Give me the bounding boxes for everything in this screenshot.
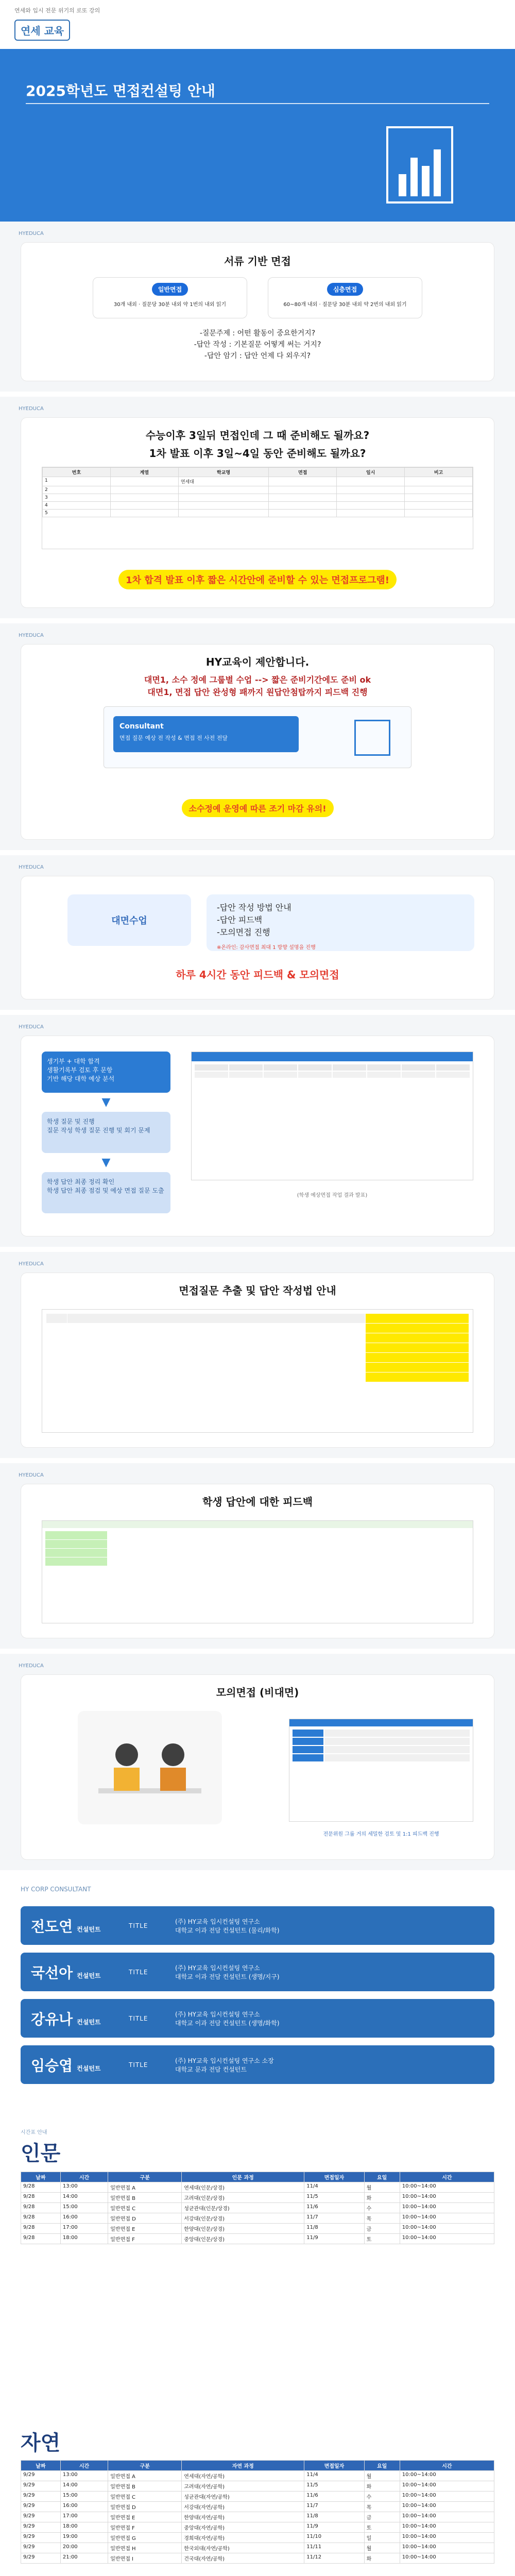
table-row: 9/28 15:00 일반면접 C 성균관대(인문/상경) 11/6 수 10:00~14:00 [21,2203,494,2213]
section-label: HYEDUCA [19,231,44,236]
consultant-role: 컨설턴트 [77,1972,101,1979]
section-label: HYEDUCA [19,1663,44,1669]
table-row: 2 [43,486,473,494]
table-header: 비고 [405,468,473,477]
table-row: 9/28 13:00 일반면접 A 연세대(인문/상경) 11/4 월 10:00~14:00 [21,2182,494,2193]
table-header: 자연 과정 [182,2461,304,2471]
section-schedule-nature [0,2416,515,2576]
consultant-title: TITLE [129,1968,148,1976]
result-table-thumbnail [191,1052,473,1180]
schedule-table [42,467,473,549]
process-step: 생기부 + 대학 합격 생활기록부 검토 후 문항 기반 해당 대학 예상 분석 [42,1052,170,1093]
table-header: 계열 [110,468,178,477]
box-text: 60~80개 내외 · 질문당 30분 내외 약 2번의 내외 읽기 [283,302,407,308]
class-note: ※온라인: 감사면접 최대 1 방향 설명을 진행 [217,945,316,951]
table-row: 9/29 13:00 일반면접 A 연세대(자연/공학) 11/4 월 10:00~14:00 [21,2471,494,2481]
hero-banner [0,49,515,222]
caption: 전문위원 그룹 거의 세밀한 검토 및 1:1 피드백 진행 [323,1832,439,1837]
hero-bar [434,149,441,196]
table-row: 9/29 15:00 일반면접 C 성균관대(자연/공학) 11/6 수 10:00~14:00 [21,2492,494,2502]
table-header: 번호 [43,468,111,477]
table-row: 9/28 14:00 일반면접 B 고려대(인문/상경) 11/5 화 10:00~14:00 [21,2193,494,2203]
section-document-interview [0,222,515,392]
box-title: 일반면접 [152,283,188,296]
table-header: 날짜 [21,2461,61,2471]
hero-title: 2025학년도 면접컨설팅 안내 [26,82,215,99]
class-label: 대면수업 [67,894,191,946]
table [21,2460,494,2564]
proposal-line: 대면1, 면접 답안 완성형 패까지 원답안첨탑까지 피드백 진행 [147,687,368,697]
section-timing [0,397,515,618]
section-schedule-humanities [0,2123,515,2411]
section-label: HYEDUCA [19,865,44,870]
top-tag: 연세와 입시 전문 위기의 로또 강의 [14,7,100,14]
topbar [0,0,515,49]
section-question-guide [0,1252,515,1458]
table [42,467,473,517]
section-heading: 서류 기반 면접 [224,255,291,267]
banner: 1차 합격 발표 이후 짧은 시간안에 준비할 수 있는 면접프로그램! [118,570,397,589]
consultant-desc: (주) HY교육 입시컨설팅 연구소 소장 대학교 문과 전담 컨설턴트 [175,2057,274,2073]
table-header: 구분 [108,2461,182,2471]
consultant-name: 임승엽 [31,2057,73,2074]
table-row: 9/29 14:00 일반면접 B 고려대(자연/공학) 11/5 화 10:00~14:00 [21,2481,494,2492]
table-row: 9/28 16:00 일반면접 D 서강대(인문/상경) 11/7 목 10:00~14:00 [21,2213,494,2224]
table-row: 9/29 17:00 일반면접 E 한양대(자연/공학) 11/8 금 10:00~14:00 [21,2512,494,2522]
consultant-title: TITLE [129,2014,148,2022]
schedule-title: 자연 [21,2431,61,2455]
hero-bar [410,158,418,196]
consultant-card [21,2045,494,2084]
section-proposal [0,623,515,850]
consultant-desc: (주) HY교육 입시컨설팅 연구소 대학교 이과 전담 컨설턴트 (생명/화학) [175,2010,280,2027]
table-row: 3 [43,494,473,502]
section-heading: 면접질문 추출 및 답안 작성법 안내 [179,1284,336,1297]
table-header: 요일 [364,2172,400,2182]
table-row: 9/28 18:00 일반면접 F 중앙대(인문/상경) 11/9 토 10:00~14:00 [21,2234,494,2244]
section-label: HYEDUCA [19,406,44,412]
consultant-box [104,706,411,768]
table-row: 9/29 18:00 일반면접 F 중앙대(자연/공학) 11/9 토 10:00~14:00 [21,2522,494,2533]
hero-bar [399,174,406,196]
table-row: 5 [43,510,473,517]
mock-interview-thumbnail [289,1719,473,1822]
consultant-name: 국선아 [31,1964,73,1981]
section-label: HYEDUCA [19,633,44,638]
class-summary: 하루 4시간 동안 피드백 & 모의면접 [176,969,339,981]
section-heading: 학생 답안에 대한 피드백 [202,1496,313,1508]
table-row: 9/28 17:00 일반면접 E 한양대(인문/상경) 11/8 금 10:00~14:00 [21,2224,494,2234]
table-row: 9/29 19:00 일반면접 G 경희대(자연/공학) 11/10 일 10:00~14:00 [21,2533,494,2543]
section-label: HYEDUCA [19,1261,44,1267]
section-heading: HY교육이 제안합니다. [205,656,310,668]
consultant-label: Consultant [119,722,164,731]
class-bullet: -답안 작성 방법 안내 [217,903,291,912]
table-header: 일시 [337,468,405,477]
table-row: 1 연세대 [43,477,473,486]
table-row: 9/29 20:00 일반면접 H 한국외대(자연/공학) 11/11 월 10:00~14:00 [21,2543,494,2553]
caption: (학생 예상면접 작업 결과 발표) [297,1193,368,1198]
chart-icon [354,720,390,756]
schedule-table [21,2460,494,2564]
early-deadline-notice: 소수정예 운영예 따른 조기 마감 유의! [182,799,334,817]
hero-divider [26,103,489,104]
table-header: 시간 [60,2172,108,2182]
consultant-role: 컨설턴트 [77,2018,101,2026]
section-label: HYEDUCA [19,1472,44,1478]
table-header: 시간 [400,2461,494,2471]
table-header: 학교명 [178,468,268,477]
question-item: -답안 작성 : 기본질문 어떻게 써는 거지? [194,341,321,349]
section-heading-2: 1차 발표 이후 3일~4일 동안 준비해도 될까요? [149,447,366,460]
table-row: 9/29 21:00 일반면접 I 건국대(자연/공학) 11/12 화 10:00~14:00 [21,2553,494,2564]
consultant-role: 컨설턴트 [77,2064,101,2072]
consultant-desc: 면접 질문 예상 전 작성 & 면접 전 사전 전달 [119,735,228,741]
table-header: 면접 [269,468,337,477]
schedule-table [21,2172,494,2244]
consultant-card [21,1953,494,1991]
question-item: -답안 암기 : 답안 언제 다 외우지? [204,352,311,360]
table-row: 9/29 16:00 일반면접 D 서강대(자연/공학) 11/7 목 10:00~14:00 [21,2502,494,2512]
table-header: 날짜 [21,2172,61,2182]
process-step: 학생 답안 최종 정리 확인 학생 답안 최종 점검 및 예상 면접 질문 도출 [42,1172,170,1213]
consultant-desc: (주) HY교육 입시컨설팅 연구소 대학교 이과 전담 컨설턴트 (생명/지구) [175,1964,280,1980]
table-header: 시간 [400,2172,494,2182]
illustration [78,1711,222,1824]
section-label: 시간표 안내 [21,2130,47,2136]
class-bullet: -답안 피드백 [217,915,263,925]
table-header: 인문 과정 [182,2172,304,2182]
table-row: 4 [43,502,473,510]
consultant-role: 컨설턴트 [77,1925,101,1933]
question-item: -질문주제 : 어떤 활동이 중요한거지? [199,329,316,337]
consultant-name: 전도연 [31,1918,73,1935]
section-class [0,855,515,1010]
consultant-name: 강유나 [31,2010,73,2028]
consultant-title: TITLE [129,2061,148,2069]
consultant-desc: (주) HY교육 입시컨설팅 연구소 대학교 이과 전담 컨설턴트 (물리/화학) [175,1918,280,1934]
arrow-down-icon: ▼ [101,1096,111,1109]
consultant-card [21,1999,494,2038]
arrow-down-icon: ▼ [101,1156,111,1169]
table [21,2172,494,2244]
meeting-illustration [78,1711,222,1824]
section-feedback [0,1463,515,1649]
section-label: HYEDUCA [19,1024,44,1030]
consultant-title: TITLE [129,1922,148,1929]
schedule-title: 인문 [21,2142,61,2165]
table-header: 시간 [60,2461,108,2471]
table-header: 면접일자 [304,2172,364,2182]
table-header: 면접일자 [304,2461,364,2471]
section-heading: 모의면접 (비대면) [216,1686,299,1699]
box-title: 심층면접 [327,283,363,296]
section-consultants [0,1875,515,2117]
feedback-table-thumbnail [42,1520,473,1623]
brand-logo: 연세 교육 [14,20,70,41]
consultant-card [21,1906,494,1945]
proposal-line: 대면1, 소수 정예 그룹별 수업 --> 짧은 준비기간에도 준비 ok [144,675,371,685]
table-header: 구분 [108,2172,182,2182]
question-table-thumbnail [42,1309,473,1433]
hero-bar [422,166,430,196]
consultants-heading: HY CORP CONSULTANT [21,1886,91,1893]
process-step: 학생 질문 및 진행 질문 작성 학생 질문 진행 및 회기 문제 [42,1112,170,1153]
section-process [0,1015,515,1247]
table-header: 요일 [364,2461,400,2471]
section-heading-1: 수능이후 3일뒤 면접인데 그 때 준비해도 될까요? [145,429,370,442]
class-bullet: -모의면접 진행 [217,927,270,937]
section-mock-interview [0,1654,515,1870]
box-text: 30개 내외 · 질문당 30분 내외 약 1번의 내외 읽기 [113,302,227,308]
hero-chart-icon [386,126,453,204]
